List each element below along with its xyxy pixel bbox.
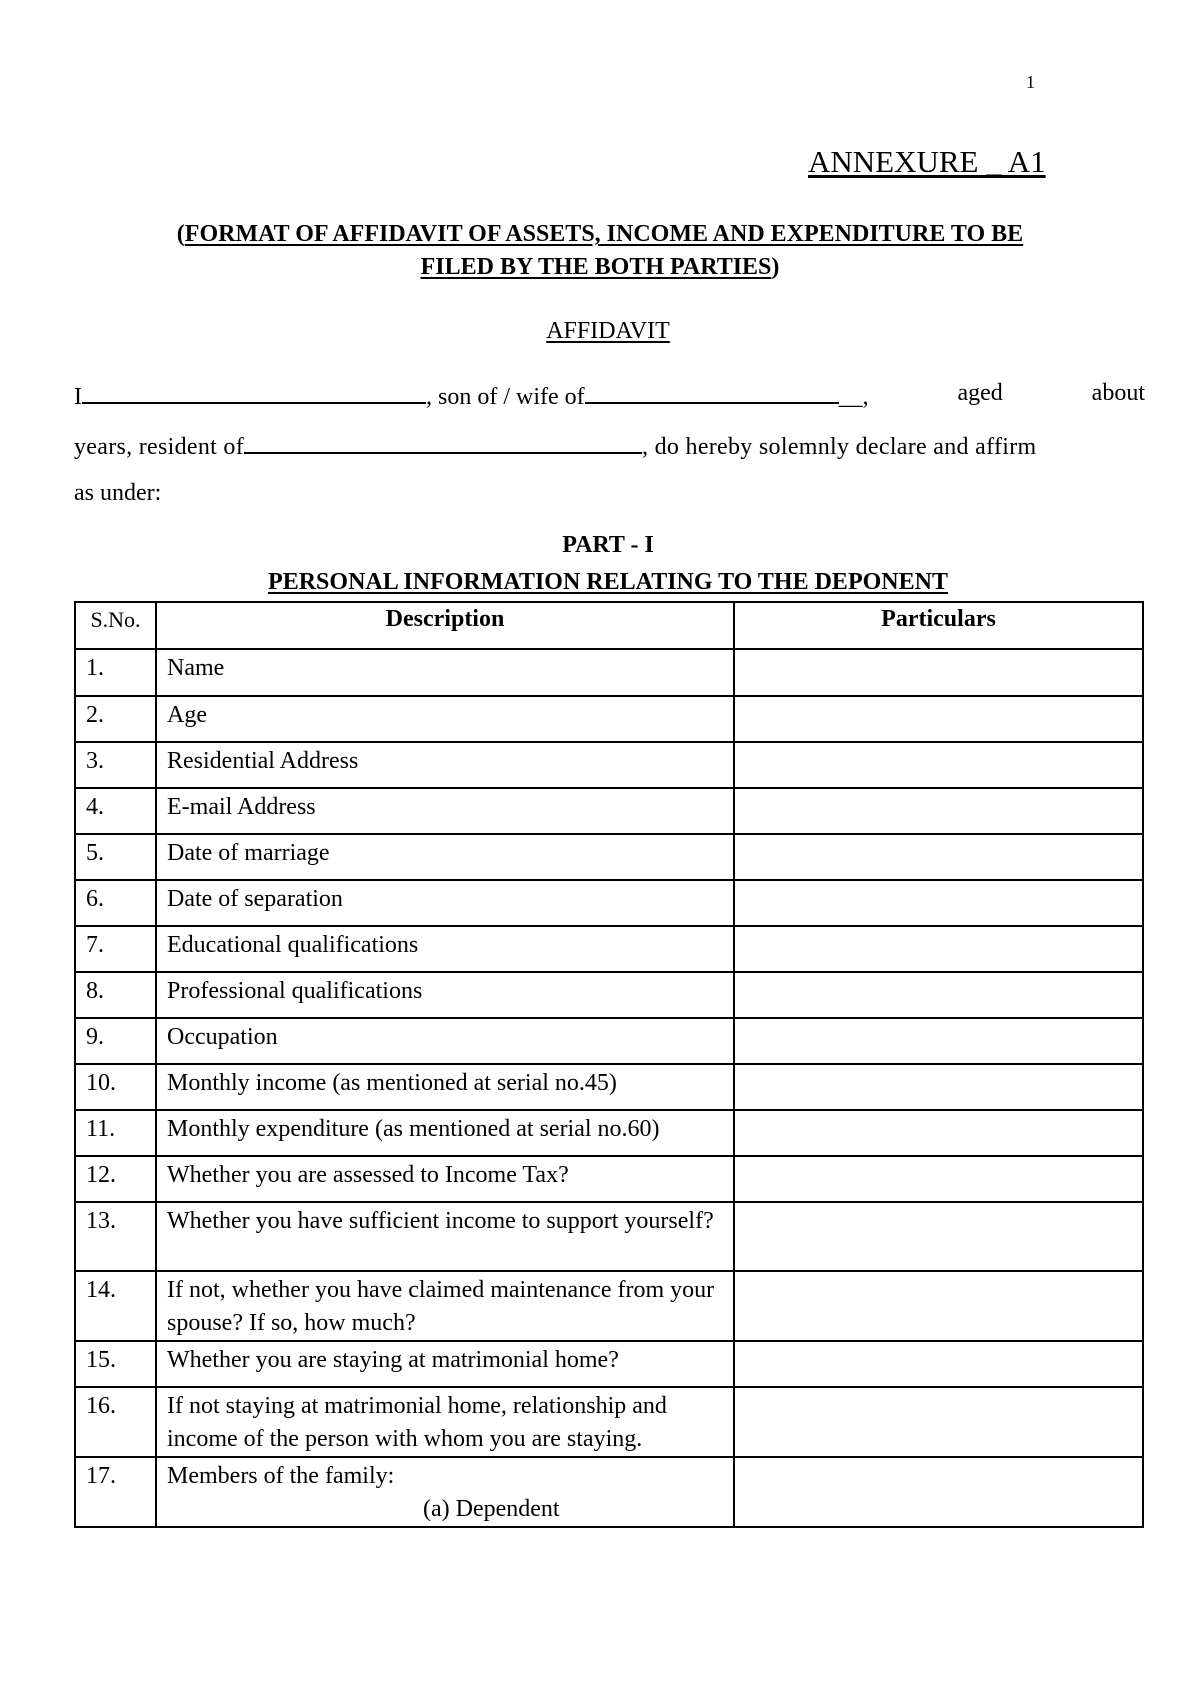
part-title: PART - I [562,532,654,558]
table-row [75,696,1143,742]
table-row [75,926,1143,972]
row-serial: 1. [75,649,156,696]
row-particulars[interactable] [734,742,1143,788]
row-particulars[interactable] [734,1156,1143,1202]
table-row [75,1457,1143,1527]
row-description: Occupation [156,1018,734,1064]
row-serial: 7. [75,926,156,972]
format-title-line1: FORMAT OF AFFIDAVIT OF ASSETS, INCOME AND EXPENDITURE TO BE [184,221,1024,247]
table-row [75,1271,1143,1341]
row-serial: 13. [75,1202,156,1271]
row-particulars[interactable] [734,834,1143,880]
format-title [96,218,1104,284]
row-particulars[interactable] [734,649,1143,696]
row-description: If not, whether you have claimed maintenance from your spouse? If so, how much? [156,1271,734,1341]
section-title: PERSONAL INFORMATION RELATING TO THE DEPONENT [268,569,948,595]
residence-blank[interactable] [244,430,642,454]
row-serial: 3. [75,742,156,788]
table-row [75,1156,1143,1202]
row-serial: 9. [75,1018,156,1064]
row-particulars[interactable] [734,1271,1143,1341]
row-serial: 12. [75,1156,156,1202]
table-row [75,834,1143,880]
affidavit-heading: AFFIDAVIT [546,318,670,344]
row-serial: 17. [75,1457,156,1527]
row-description: Educational qualifications [156,926,734,972]
row-description: If not staying at matrimonial home, relationship and income of the person with whom you are staying. [156,1387,734,1457]
format-title-open-paren: ( [176,221,185,247]
row-particulars[interactable] [734,1341,1143,1387]
table-row [75,649,1143,696]
table-row [75,788,1143,834]
row-description: E-mail Address [156,788,734,834]
row-description-sub: (a) Dependent [423,1496,560,1522]
annexure-title: ANNEXURE _ A1 [808,144,1046,179]
declaration-name-segment: I , son of / wife of __, [74,380,869,411]
row-serial: 16. [75,1387,156,1457]
row-description: Whether you are assessed to Income Tax? [156,1156,734,1202]
row-description: Name [156,649,734,696]
row-particulars[interactable] [734,1387,1143,1457]
personal-info-table [74,601,1144,1528]
row-serial: 10. [75,1064,156,1110]
row-serial: 15. [75,1341,156,1387]
row-description: Date of separation [156,880,734,926]
table-row [75,1018,1143,1064]
row-description: Monthly expenditure (as mentioned at serial no.60) [156,1110,734,1156]
row-description: Date of marriage [156,834,734,880]
table-row [75,742,1143,788]
table-row [75,1202,1143,1271]
row-description: Whether you have sufficient income to support yourself? [156,1202,734,1271]
row-particulars[interactable] [734,788,1143,834]
row-serial: 5. [75,834,156,880]
table-header-row [75,602,1143,649]
row-serial: 14. [75,1271,156,1341]
row-description: Age [156,696,734,742]
table-row [75,1341,1143,1387]
row-particulars[interactable] [734,696,1143,742]
name-blank[interactable] [82,380,426,404]
relative-name-blank[interactable] [585,380,839,404]
row-description-main: Members of the family: [167,1463,395,1489]
row-serial: 2. [75,696,156,742]
header-sno: S.No. [75,602,156,649]
row-description: Whether you are staying at matrimonial home? [156,1341,734,1387]
table-row [75,1064,1143,1110]
declaration-aged: aged [957,380,1003,406]
row-particulars[interactable] [734,1202,1143,1271]
declaration-line-1 [74,380,1145,411]
row-serial: 6. [75,880,156,926]
declaration-about: about [1091,380,1145,406]
row-description: Monthly income (as mentioned at serial no.45) [156,1064,734,1110]
row-particulars[interactable] [734,1110,1143,1156]
row-particulars[interactable] [734,926,1143,972]
row-description [156,1457,734,1527]
row-serial: 4. [75,788,156,834]
row-particulars[interactable] [734,1064,1143,1110]
row-serial: 11. [75,1110,156,1156]
row-description: Professional qualifications [156,972,734,1018]
header-description: Description [156,602,734,649]
table-row [75,880,1143,926]
table-row [75,1110,1143,1156]
declaration-line-3: as under: [74,480,162,506]
format-title-close-paren: ) [771,254,780,280]
row-particulars[interactable] [734,880,1143,926]
header-particulars: Particulars [734,602,1143,649]
row-particulars[interactable] [734,972,1143,1018]
format-title-line2: FILED BY THE BOTH PARTIES [420,254,772,280]
row-description: Residential Address [156,742,734,788]
row-particulars[interactable] [734,1018,1143,1064]
page-number: 1 [1026,72,1035,92]
table-row [75,1387,1143,1457]
declaration-line-2: years, resident of , do hereby solemnly declare and affirm [74,430,1145,461]
row-particulars[interactable] [734,1457,1143,1527]
table-row [75,972,1143,1018]
row-serial: 8. [75,972,156,1018]
